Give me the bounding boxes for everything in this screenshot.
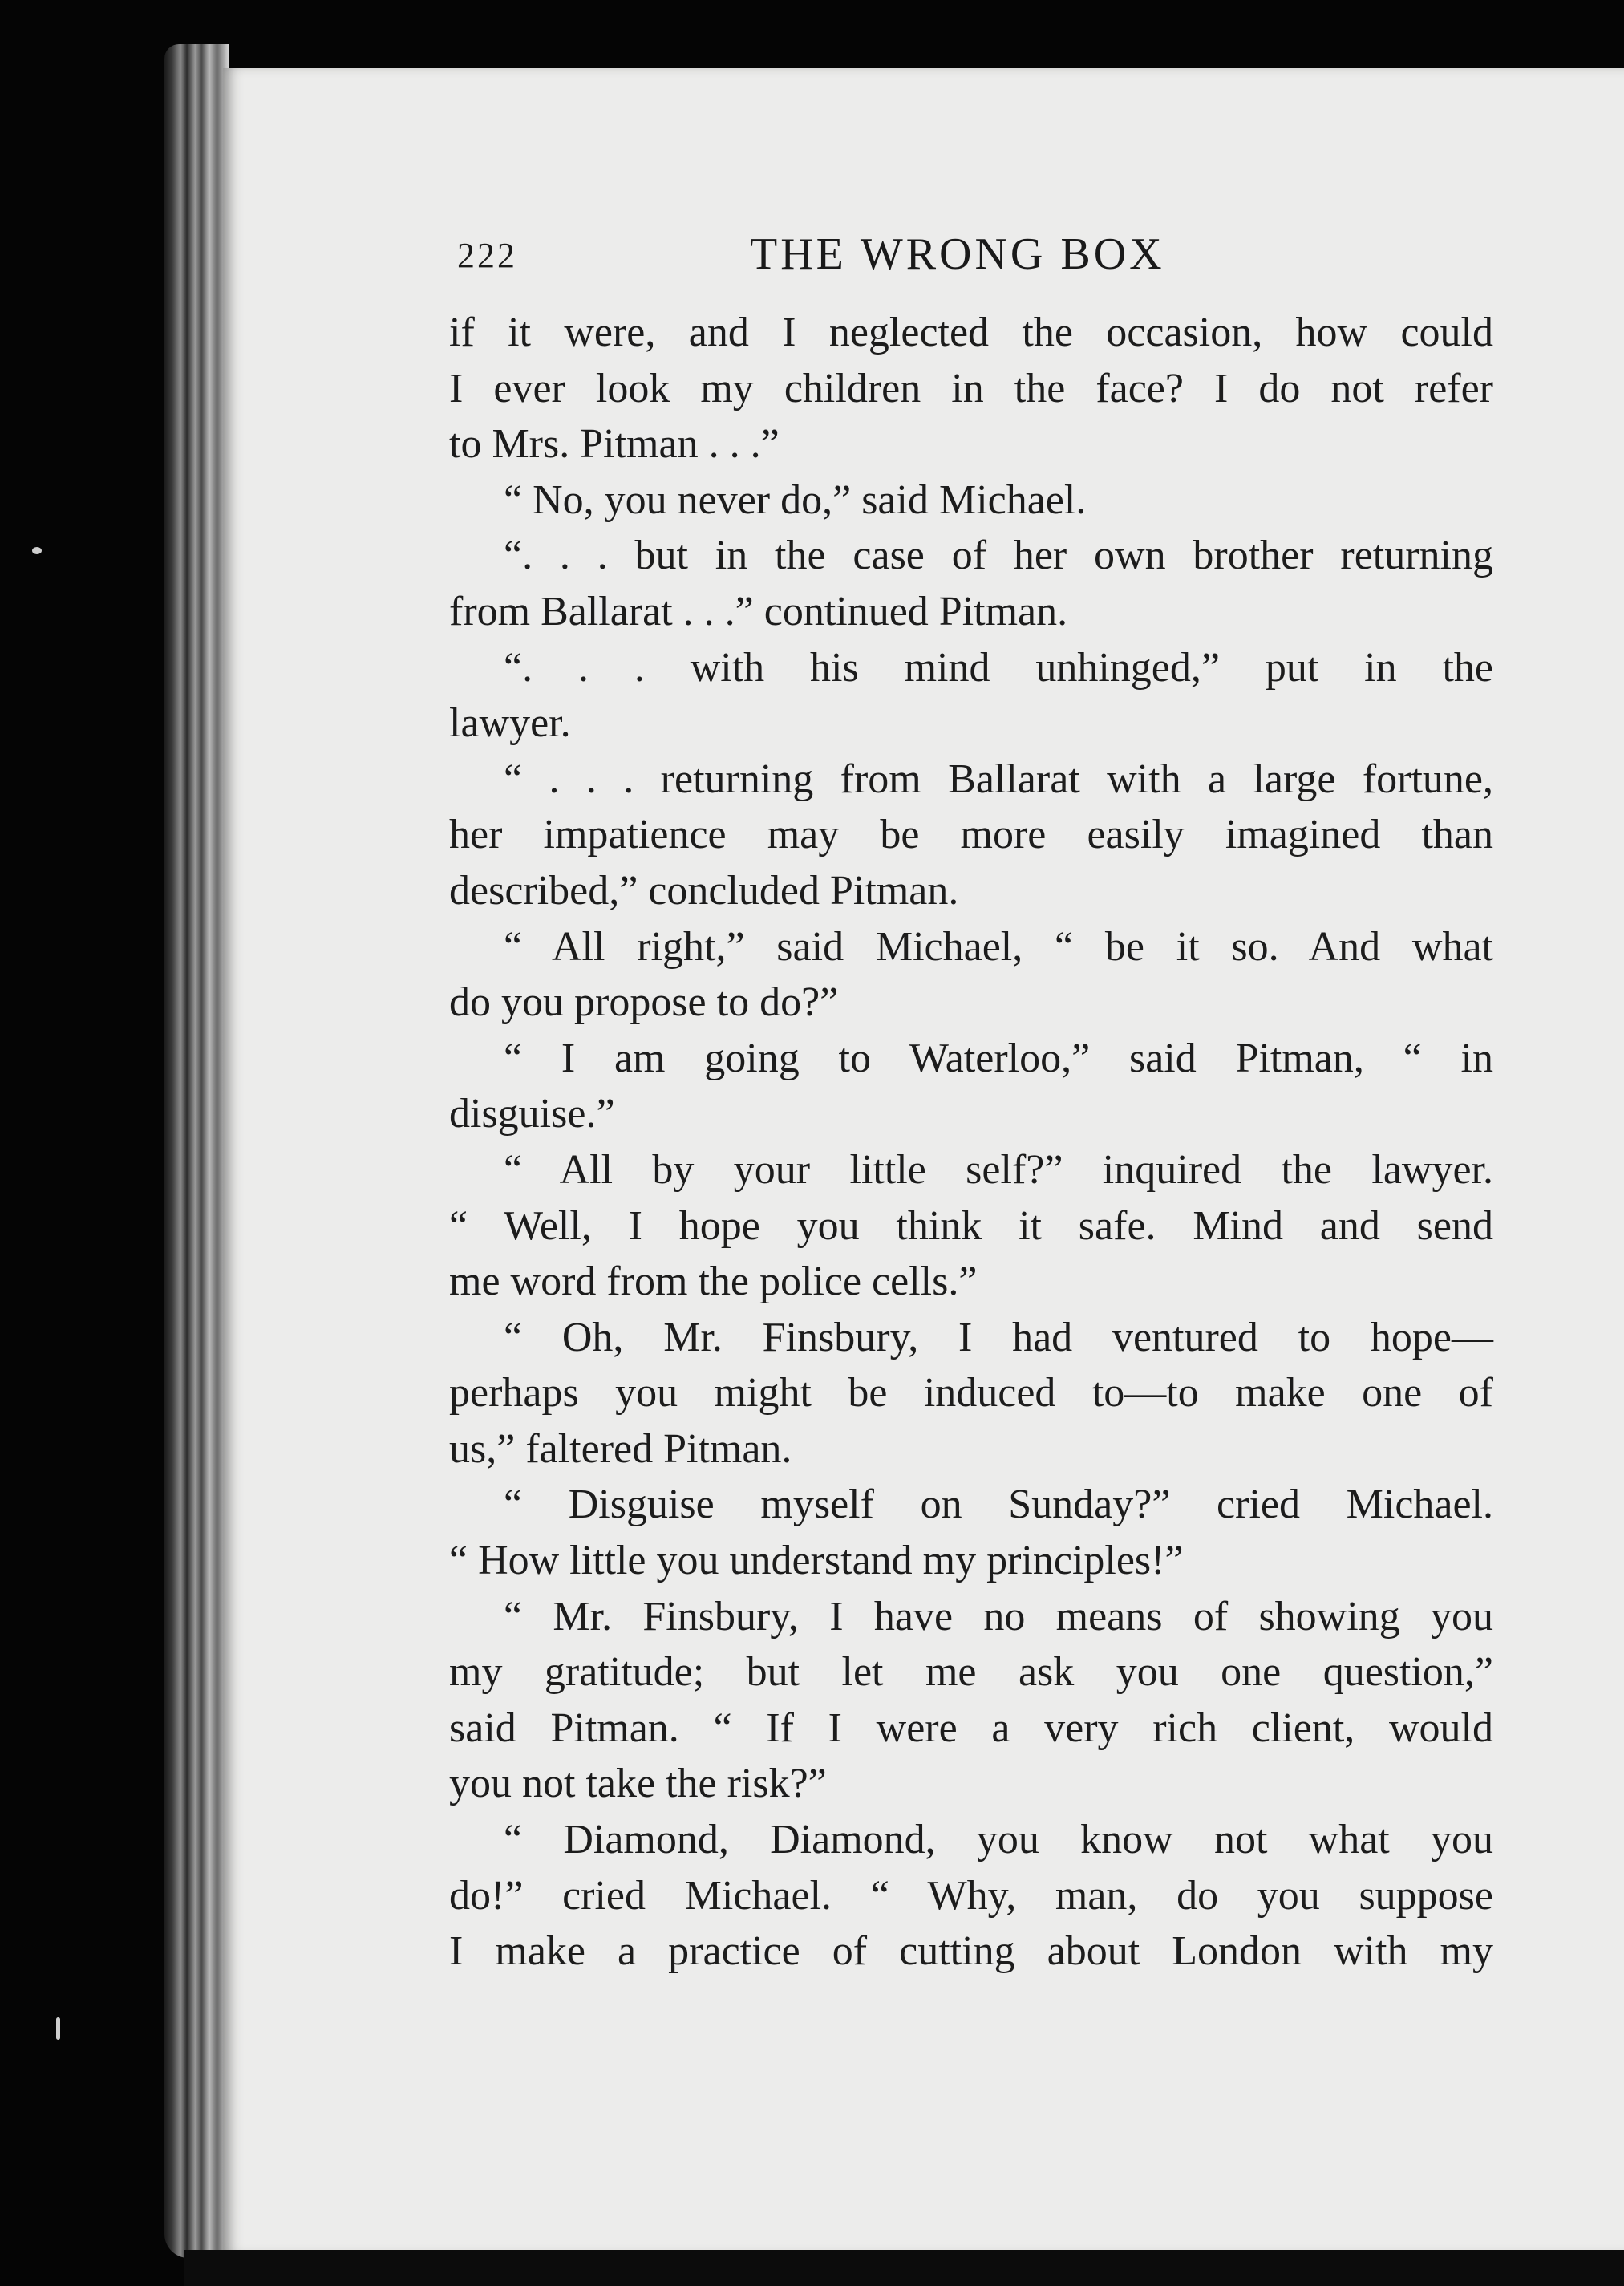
page-number: 222: [457, 236, 517, 275]
page-header: [457, 229, 1500, 285]
text-line: from Ballarat . . .” continued Pitman.: [449, 588, 1068, 634]
text-line: “ Diamond, Diamond, you know not what you: [504, 1817, 1493, 1863]
text-line: us,” faltered Pitman.: [449, 1425, 792, 1472]
running-title: THE WRONG BOX: [750, 229, 1165, 279]
scan-border: [184, 2250, 1624, 2286]
text-line: you not take the risk?”: [449, 1761, 827, 1807]
text-line: me word from the police cells.”: [449, 1259, 978, 1305]
text-line: “. . . but in the case of her own brother returning: [504, 533, 1493, 579]
text-line: “ Disguise myself on Sunday?” cried Michael.: [504, 1481, 1493, 1528]
book-spine-edge: [164, 44, 229, 2258]
text-line: “ How little you understand my principles!”: [449, 1538, 1184, 1584]
text-line: said Pitman. “ If I were a very rich client, would: [449, 1704, 1493, 1751]
text-line: to Mrs. Pitman . . .”: [449, 421, 780, 468]
text-line: my gratitude; but let me ask you one question,”: [449, 1649, 1493, 1696]
text-line: disguise.”: [449, 1091, 615, 1137]
text-line: “ Oh, Mr. Finsbury, I had ventured to hope—: [504, 1314, 1493, 1360]
text-line: “ . . . returning from Ballarat with a large fortune,: [504, 756, 1493, 802]
text-line: do!” cried Michael. “ Why, man, do you suppose: [449, 1872, 1493, 1919]
text-line: “ Mr. Finsbury, I have no means of showing you: [504, 1593, 1493, 1640]
text-line: perhaps you might be induced to—to make one of: [449, 1370, 1493, 1417]
dust-speck: [56, 2017, 60, 2040]
text-line: “ All by your little self?” inquired the lawyer.: [504, 1146, 1493, 1193]
text-line: “ No, you never do,” said Michael.: [504, 476, 1087, 523]
body-text: [449, 305, 1493, 1980]
text-line: “ I am going to Waterloo,” said Pitman, “ in: [504, 1035, 1493, 1081]
text-line: if it were, and I neglected the occasion, how could: [449, 310, 1493, 355]
text-line: do you propose to do?”: [449, 979, 839, 1026]
text-line: her impatience may be more easily imagined than: [449, 812, 1493, 858]
text-line: described,” concluded Pitman.: [449, 867, 959, 914]
dust-speck: [32, 547, 42, 554]
text-line: “. . . with his mind unhinged,” put in the: [504, 644, 1493, 691]
text-line: I ever look my children in the face? I do not refer: [449, 365, 1493, 411]
text-line: I make a practice of cutting about London with my: [449, 1928, 1493, 1975]
text-line: “ All right,” said Michael, “ be it so. And what: [504, 923, 1493, 970]
text-line: lawyer.: [449, 700, 571, 747]
text-line: “ Well, I hope you think it safe. Mind and send: [449, 1202, 1493, 1249]
